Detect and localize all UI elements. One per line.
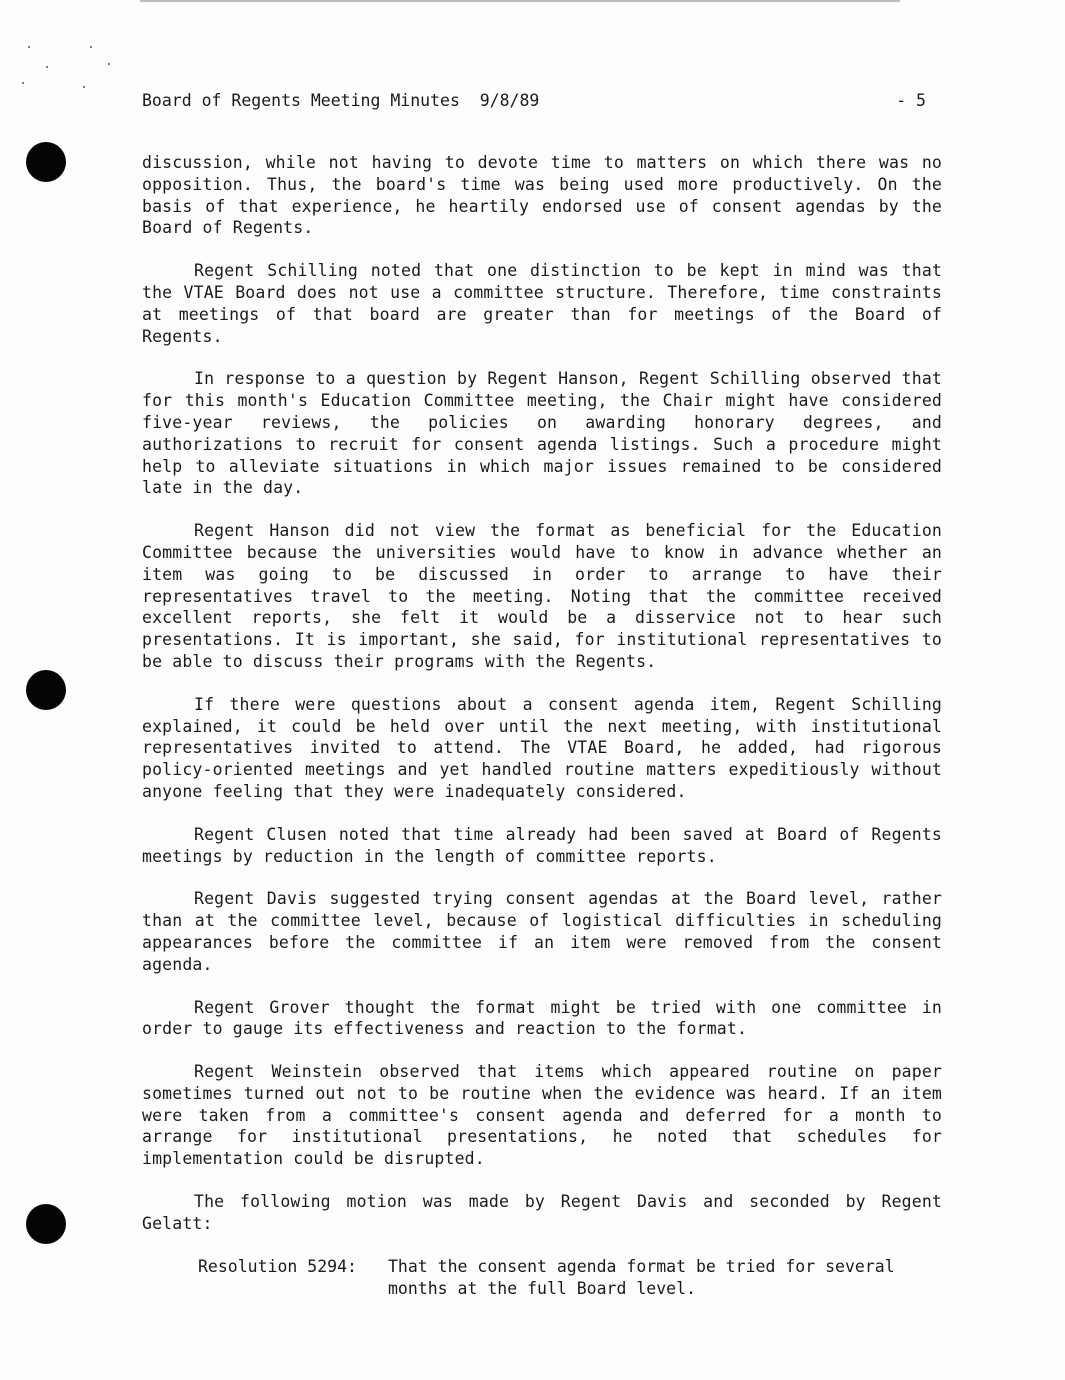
paragraph-davis: Regent Davis suggested trying consent agendas at the Board level, rather than at the committee level, because of logistical difficulties in scheduling appearances before the committee if an item were removed from the consent agenda. <box>142 889 942 974</box>
page-number: - 5 <box>896 91 926 110</box>
scan-speck <box>90 46 92 48</box>
resolution-block <box>198 1256 942 1300</box>
paragraph-continuation: discussion, while not having to devote time to matters on which there was no opposition. Thus, the board's time was being used more productively. On the basis of that experience, he heartily endorsed use of consent agendas by the Board of Regents. <box>142 153 942 238</box>
scan-speck <box>108 63 110 65</box>
resolution-text: That the consent agenda format be tried for several months at the full Board level. <box>388 1256 895 1298</box>
paragraph-motion: The following motion was made by Regent Davis and seconded by Regent Gelatt: <box>142 1192 942 1233</box>
punch-hole-bottom <box>26 1204 66 1244</box>
minutes-body <box>142 152 942 1300</box>
paragraph-schilling-vtae: Regent Schilling noted that one distinction to be kept in mind was that the VTAE Board does not use a committee structure. Therefore, time constraints at meetings of that board are greater than for meetings of the Board of Regents. <box>142 261 942 346</box>
scan-speck <box>28 46 30 48</box>
scan-speck <box>46 66 48 68</box>
paragraph-weinstein: Regent Weinstein observed that items which appeared routine on paper sometimes turned out not to be routine when the evidence was heard. If an item were taken from a committee's consent agenda and deferred for a month to arrange for institutional presentations, he noted that schedules for implementation could be disrupted. <box>142 1062 942 1169</box>
paragraph-schilling-explained: If there were questions about a consent agenda item, Regent Schilling explained, it could be held over until the next meeting, with institutional representatives invited to attend. The VTAE Board, he added, had rigorous policy-oriented meetings and yet handled routine matters expeditiously without anyone feeling that they were inadequately considered. <box>142 694 942 801</box>
resolution-label: Resolution 5294: <box>198 1256 357 1276</box>
paragraph-grover: Regent Grover thought the format might be tried with one committee in order to gauge its effectiveness and reaction to the format. <box>142 997 942 1039</box>
punch-hole-top <box>26 142 66 182</box>
paragraph-hanson-education: Regent Hanson did not view the format as beneficial for the Education Committee because the universities would have to know in advance whether an item was going to be discussed in order to arrange to have their representatives travel to the meeting. Noting that the committee received excellent reports, she felt it would be a disservice not to hear such presentations. It is important, she said, for institutional representatives to be able to discuss their programs with the Regents. <box>142 521 942 671</box>
scan-speck <box>83 86 85 88</box>
punch-hole-middle <box>26 670 66 710</box>
scan-top-edge <box>140 0 900 2</box>
paragraph-hanson-question: In response to a question by Regent Hanson, Regent Schilling observed that for this month's Education Committee meeting, the Chair might have considered five-year reviews, the policies on awarding honorary degrees, and authorizations to recruit for consent agenda listings. Such a procedure might help to alleviate situations in which major issues remained to be considered late in the day. <box>142 369 942 498</box>
paragraph-clusen: Regent Clusen noted that time already had been saved at Board of Regents meetings by reduction in the length of committee reports. <box>142 824 942 866</box>
header-title: Board of Regents Meeting Minutes 9/8/89 <box>142 91 540 110</box>
scan-speck <box>22 82 24 84</box>
